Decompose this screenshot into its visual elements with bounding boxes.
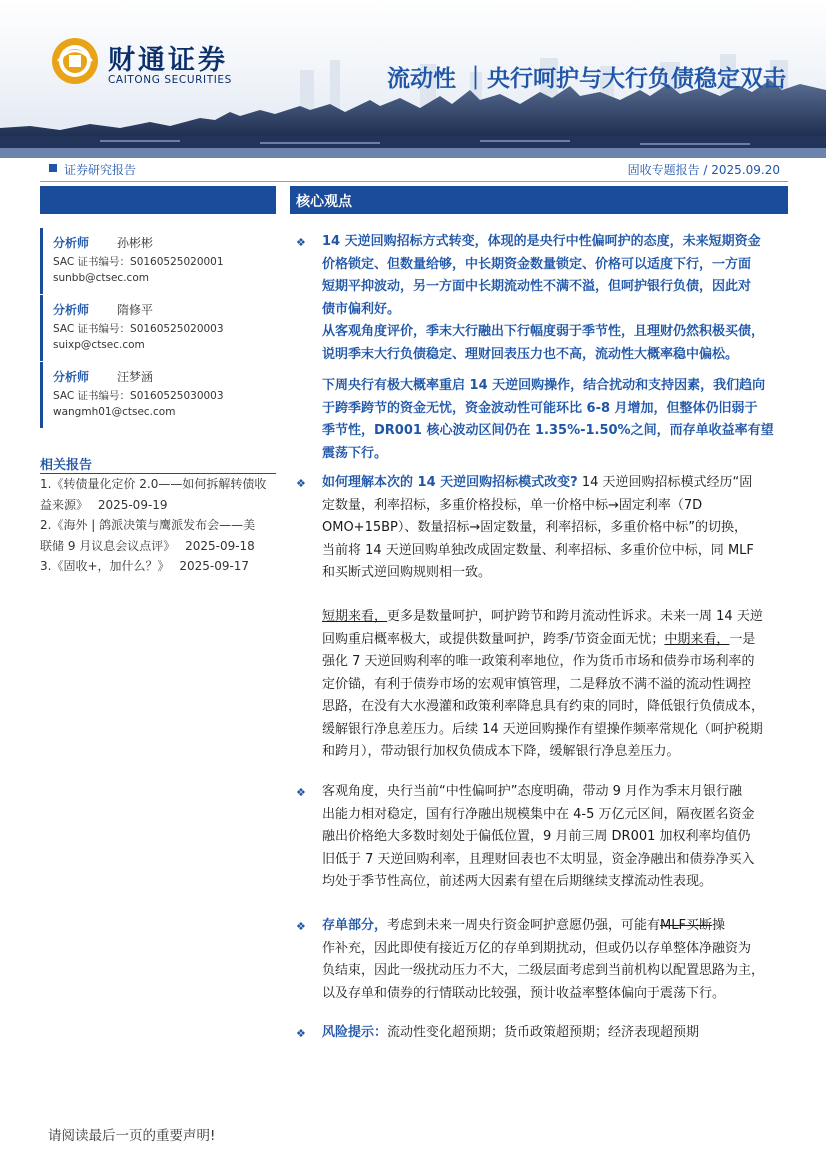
- report-category: 证券研究报告: [64, 163, 137, 177]
- text-line: 缓解银行净息差压力。后续 14 天逆回购操作有望操作频率常规化（呵护税期: [322, 721, 763, 737]
- report-header: [0, 0, 826, 158]
- paragraph-lead: 存单部分，: [322, 918, 388, 933]
- text-run: 回购重启概率极大，或提供数量呵护，跨季/节资金面无忧；: [322, 631, 665, 647]
- related-report-item[interactable]: 益来源》 2025-09-19: [40, 497, 168, 512]
- short-mid-term-paragraph: [322, 606, 792, 764]
- text-line: OMO+15BP）、数量招标→固定数量，利率招标，多重价格中标”的切换，: [322, 520, 748, 535]
- diamond-bullet-icon: ❖: [296, 236, 306, 249]
- analyst-role: 分析师: [53, 370, 90, 384]
- text-line: 客观角度，央行当前“中性偏呵护”态度明确，带动 9 月作为季末月银行融: [322, 784, 743, 799]
- text-line: 均处于季节性高位，前述两大因素有望在后期继续支撑流动性表现。: [322, 874, 713, 889]
- text-run: 流动性变化超预期；货币政策超预期；经济表现超预期: [387, 1025, 700, 1040]
- analyst-card: [40, 362, 276, 428]
- caitong-logo-icon: [50, 36, 100, 86]
- text-run: 操: [711, 918, 725, 933]
- text-line: 出能力相对稳定，国有行净融出规模集中在 4-5 万亿元区间，隔夜匿名资金: [322, 806, 755, 822]
- underlined-lead: 中期来看，: [664, 631, 730, 647]
- underlined-lead: 短期来看，: [322, 609, 388, 624]
- text-line: 作补充，因此即使有接近万亿的存单到期扰动，但或仍以存单整体净融资为: [322, 940, 752, 956]
- section-title: 核心观点: [296, 194, 352, 210]
- related-report-item[interactable]: 3.《固收+，加什么？》 2025-09-17: [40, 559, 250, 573]
- diamond-bullet-icon: ❖: [296, 920, 306, 933]
- text-line: 价格锁定、但数量给够，中长期资金数量锁定、价格可以适度下行，一方面: [322, 256, 752, 272]
- text-line: 债市偏利好。: [322, 301, 401, 317]
- text-line: 强化 7 天逆回购利率的唯一政策利率地位，作为货币市场和债券市场利率的: [322, 654, 755, 669]
- related-report-item[interactable]: 1.《转债量化定价 2.0——如何拆解转债收: [40, 477, 267, 491]
- analyst-card: [40, 295, 276, 361]
- text-line: 14 天逆回购招标方式转变，体现的是央行中性偏呵护的态度，未来短期资金: [322, 234, 761, 249]
- text-line: 从客观角度评价，季末大行融出下行幅度弱于季节性，且理财仍然积极买债，: [322, 324, 765, 339]
- analyst-role: 分析师: [53, 303, 90, 317]
- text-line: 和跨月），带动银行加权负债成本下降，缓解银行净息差压力。: [322, 744, 680, 759]
- paragraph-lead: 如何理解本次的 14 天逆回购招标模式改变?: [322, 475, 578, 490]
- text-line: 和买断式逆回购规则相一致。: [322, 565, 492, 580]
- key-point-summary: [322, 231, 792, 321]
- objective-view-paragraph: [322, 781, 792, 894]
- analyst-sac-number: SAC 证书编号：S0160525020003: [53, 323, 224, 335]
- logo-english-name: CAITONG SECURITIES: [108, 74, 232, 86]
- text-line: 短期平抑波动，另一方面中长期流动性不满不溢，但呵护银行负债，因此对: [322, 279, 752, 294]
- text-run: 更多是数量呵护，呵护跨节和跨月流动性诉求。未来一周 14 天逆: [387, 609, 763, 624]
- analyst-email[interactable]: wangmh01@ctsec.com: [53, 406, 176, 418]
- text-line: 融出价格绝大多数时刻处于偏低位置，9 月前三周 DR001 加权利率均值仍: [322, 829, 751, 844]
- text-line: 下周央行有极大概率重启 14 天逆回购操作，结合扰动和支持因素，我们趋向: [322, 378, 766, 393]
- text-line: 震荡下行。: [322, 445, 388, 461]
- disclaimer-note: 请阅读最后一页的重要声明!: [48, 1128, 216, 1144]
- diamond-bullet-icon: ❖: [296, 786, 306, 799]
- text-line: 旧低于 7 天逆回购利率，且理财回表也不太明显，资金净融出和债券净买入: [322, 851, 755, 867]
- text-line: [322, 915, 792, 938]
- struck-text: MLF买断: [660, 918, 712, 933]
- analyst-name: 孙彬彬: [117, 236, 154, 250]
- key-point-outlook: [322, 375, 792, 465]
- text-line: [322, 606, 792, 629]
- related-reports-header: [40, 454, 276, 474]
- related-reports-list: [40, 474, 280, 577]
- tender-mode-paragraph: [322, 472, 792, 585]
- text-line: 季节性，DR001 核心波动区间仍在 1.35%-1.50%之间，而存单收益率有望: [322, 423, 774, 438]
- text-line: 负结束，因此一级扰动压力不大，二级层面考虑到当前机构以配置思路为主，: [322, 963, 765, 978]
- text-run: 一是: [729, 631, 756, 647]
- logo-chinese-name: 财通证券: [108, 45, 228, 76]
- analyst-email[interactable]: suixp@ctsec.com: [53, 339, 145, 351]
- risk-warning-paragraph: [322, 1022, 792, 1045]
- paragraph-lead: 风险提示：: [322, 1025, 388, 1040]
- analyst-sac-number: SAC 证书编号：S0160525030003: [53, 390, 224, 402]
- report-title: 流动性 ｜央行呵护与大行负债稳定双击: [386, 66, 786, 92]
- text-line: 于跨季跨节的资金无忧，资金波动性可能环比 6-8 月增加，但整体仍旧弱于: [322, 400, 758, 416]
- core-view-header: [290, 186, 788, 214]
- text-line: [322, 1022, 792, 1045]
- text-line: 定价锚，有利于债券市场的宏观审慎管理，二是释放不满不溢的流动性调控: [322, 676, 752, 692]
- text-line: [322, 472, 792, 495]
- related-report-item[interactable]: 联储 9 月议息会议点评》 2025-09-18: [40, 538, 255, 553]
- report-subbar: [40, 160, 788, 182]
- analyst-email[interactable]: sunbb@ctsec.com: [53, 272, 149, 284]
- sidebar-header-bar: [40, 186, 276, 214]
- analyst-role: 分析师: [53, 236, 90, 250]
- square-bullet-icon: [49, 164, 57, 172]
- company-logo: [50, 36, 250, 92]
- related-reports-title: 相关报告: [40, 458, 93, 473]
- analyst-list: [40, 228, 276, 429]
- text-line: 思路，在没有大水漫灌和政策利率降息具有约束的同时，降低银行负债成本，: [322, 699, 765, 714]
- analyst-sac-number: SAC 证书编号：S0160525020001: [53, 256, 224, 268]
- analyst-name: 汪梦涵: [117, 370, 154, 384]
- text-line: [322, 629, 792, 652]
- diamond-bullet-icon: ❖: [296, 1027, 306, 1040]
- text-run: 14 天逆回购招标模式经历“固: [577, 475, 753, 490]
- related-report-item[interactable]: 2.《海外 | 鸽派决策与鹰派发布会——美: [40, 518, 256, 532]
- key-point-evaluation: [322, 321, 792, 366]
- report-type-date: 固收专题报告 / 2025.09.20: [627, 163, 780, 177]
- cd-section-paragraph: [322, 915, 792, 1005]
- diamond-bullet-icon: ❖: [296, 477, 306, 490]
- analyst-card: [40, 228, 276, 294]
- text-line: 以及存单和债券的行情联动比较强，预计收益率整体偏向于震荡下行。: [322, 985, 726, 1001]
- text-line: 定数量，利率招标，多重价格投标，单一价格中标→固定利率（7D: [322, 497, 703, 513]
- text-line: 当前将 14 天逆回购单独改成固定数量、利率招标、多重价位中标，同 MLF: [322, 542, 754, 558]
- analyst-name: 隋修平: [117, 303, 154, 317]
- text-line: 说明季末大行负债稳定、理财回表压力也不高，流动性大概率稳中偏松。: [322, 346, 739, 362]
- text-run: 考虑到未来一周央行资金呵护意愿仍强，可能有: [387, 918, 661, 933]
